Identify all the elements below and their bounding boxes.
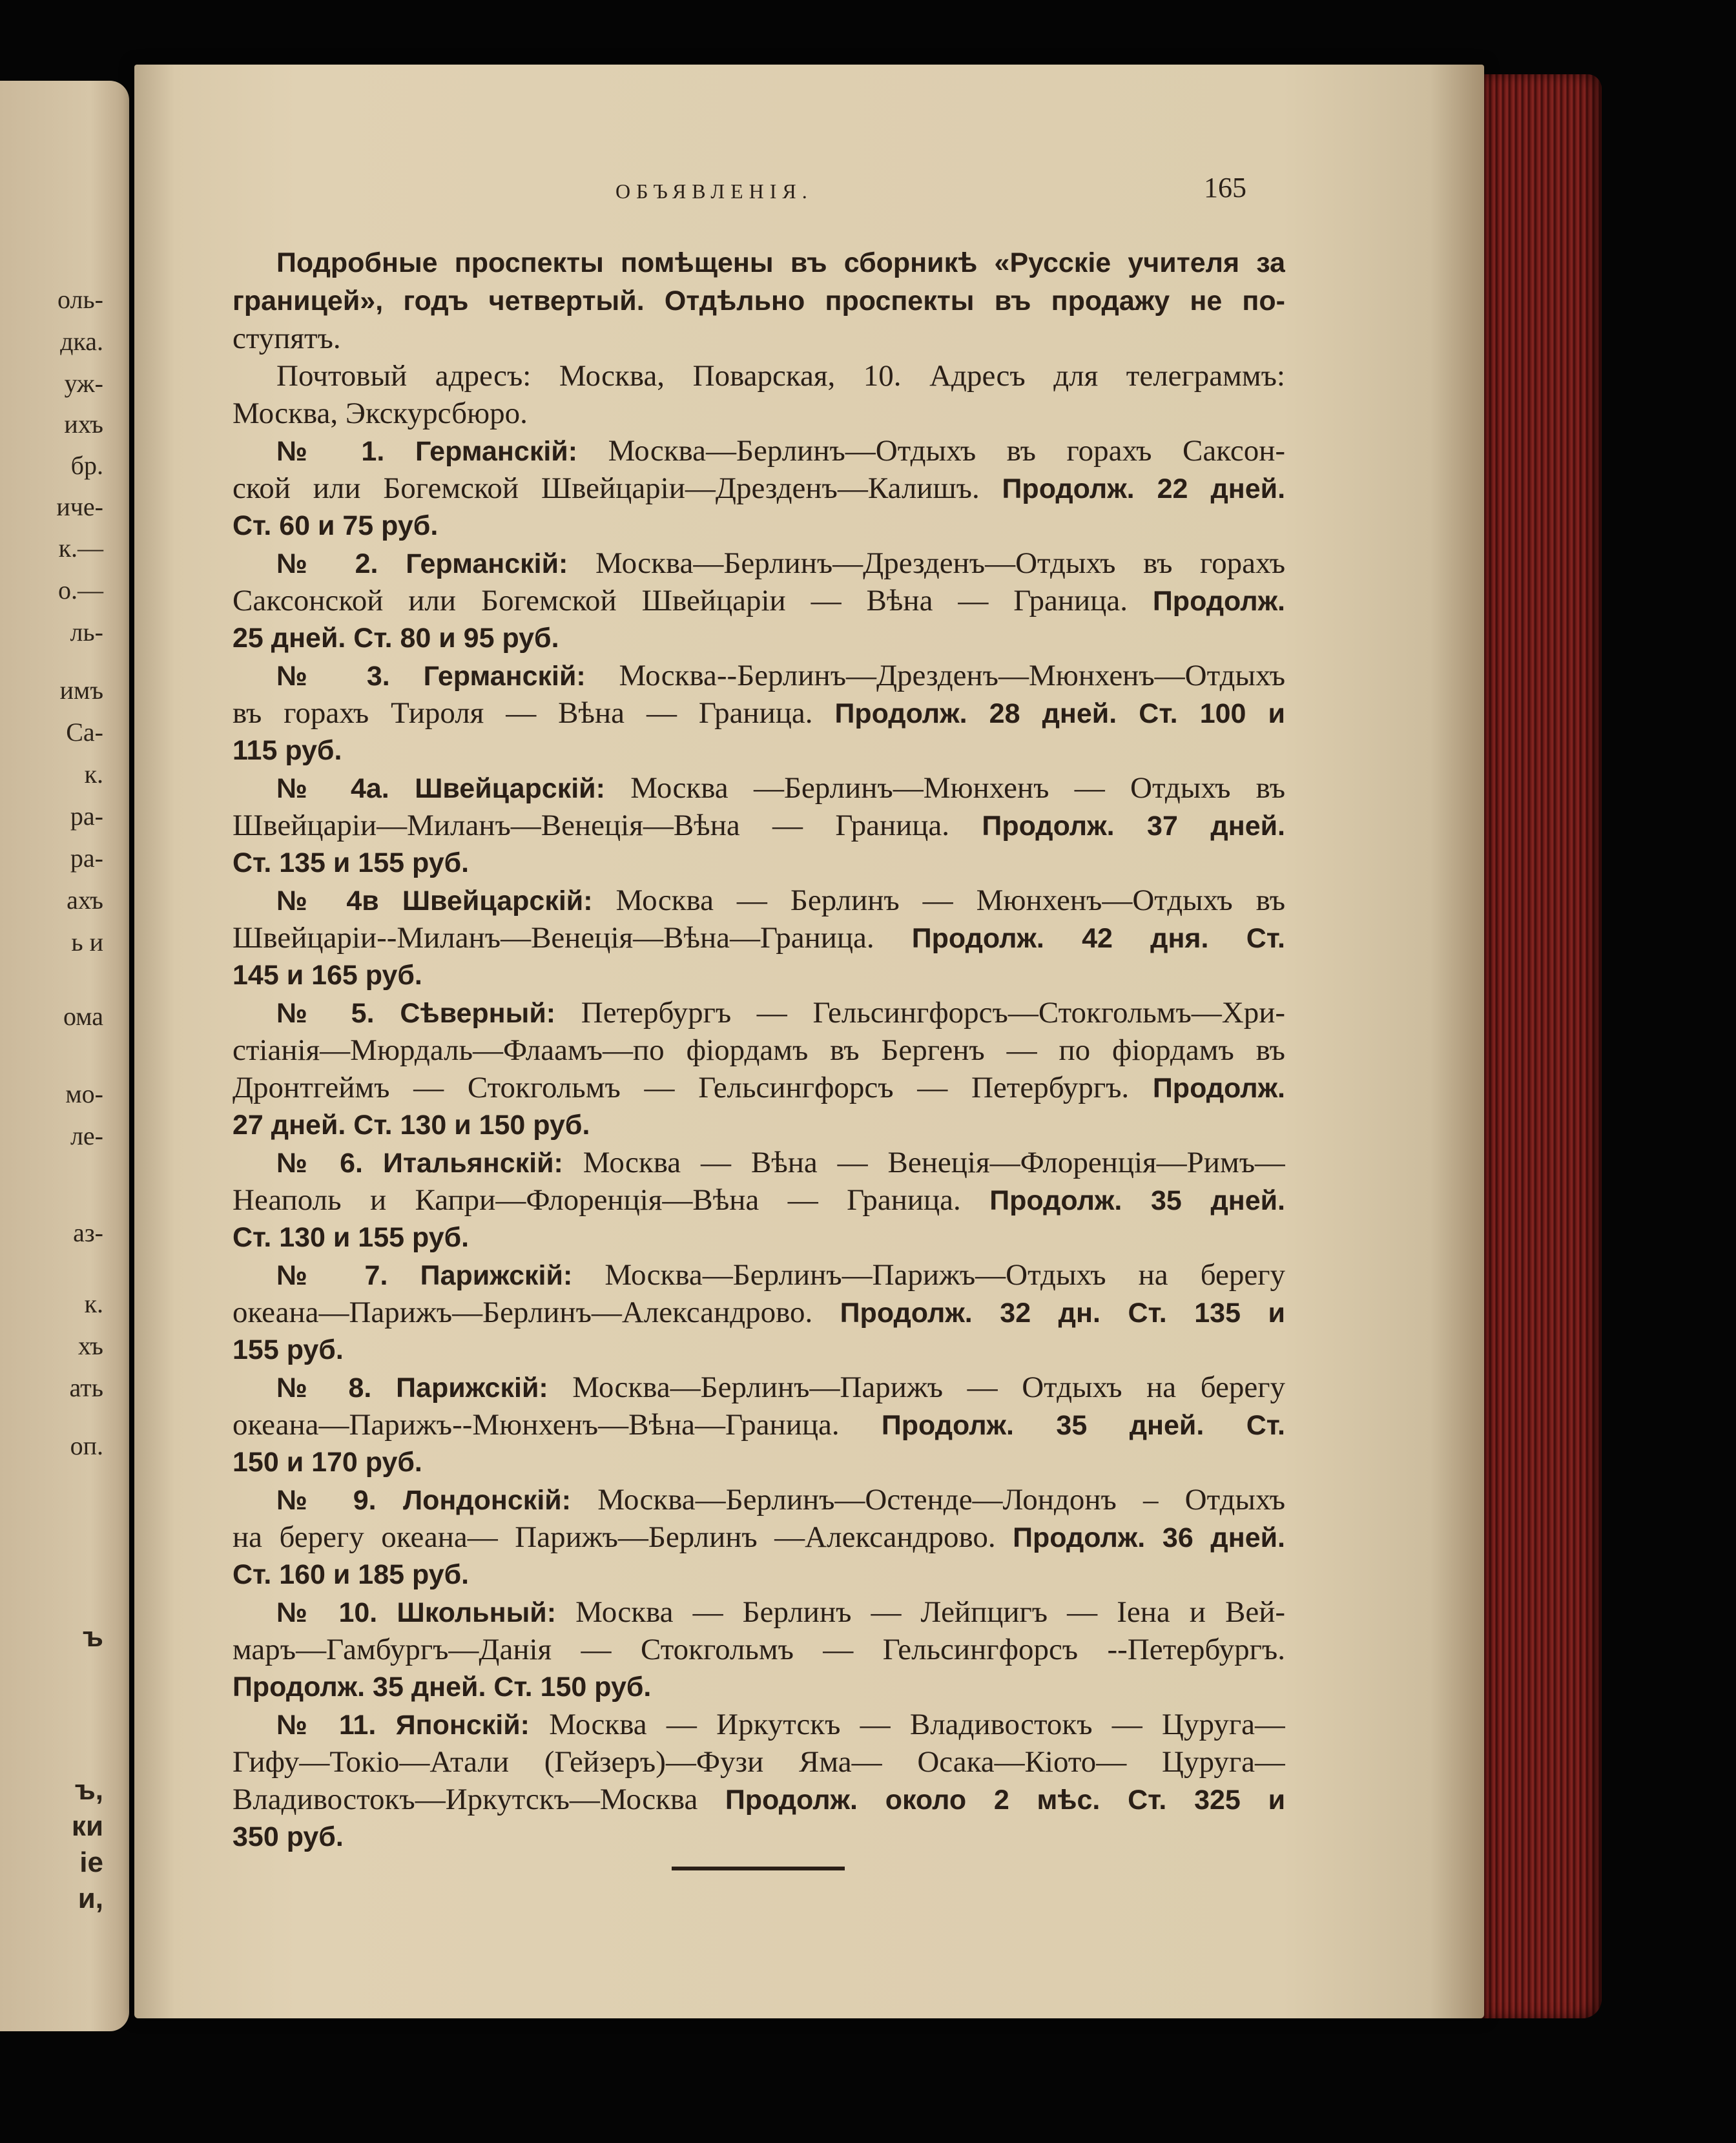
left-page-fragment: мо- bbox=[65, 1079, 103, 1108]
left-page-fragment: ра- bbox=[70, 844, 103, 873]
tour-terms: Ст. 130 и 155 руб. bbox=[232, 1222, 470, 1253]
tour-line bbox=[276, 769, 1285, 807]
tour-route: Москва—Берлинъ—Дрезденъ—Отдыхъ въ горахъ bbox=[595, 546, 1285, 580]
tour-terms: Продолж. 32 дн. Ст. 135 и bbox=[840, 1298, 1285, 1329]
text-line: Москва, Экскурсбюро. bbox=[232, 397, 528, 430]
left-page-fragment: оль- bbox=[57, 285, 103, 314]
tour-line bbox=[232, 1518, 1285, 1557]
tour-line bbox=[232, 1068, 1285, 1107]
tour-number-name: № 10. Школьный: bbox=[276, 1597, 557, 1628]
text-line: Подробные проспекты помѣщены въ сборникѣ «Русскіе учителя за bbox=[276, 247, 1285, 278]
left-page-fragment: ле- bbox=[70, 1121, 103, 1150]
tour-line bbox=[276, 1256, 1285, 1294]
left-page-fragment: бр. bbox=[70, 451, 103, 480]
tour-line bbox=[276, 431, 1285, 470]
tour-terms: 350 руб. bbox=[232, 1821, 344, 1852]
tour-route: Швейцаріи--Миланъ—Венеція—Вѣна—Граница. bbox=[232, 921, 874, 955]
tour-line bbox=[232, 694, 1285, 732]
tour-route: Владивостокъ—Иркутскъ—Москва bbox=[232, 1783, 698, 1816]
tour-number-name: № 6. Итальянскій: bbox=[276, 1148, 563, 1179]
tour-route: Швейцаріи—Миланъ—Венеція—Вѣна — Граница. bbox=[232, 809, 950, 842]
tour-route: Москва — Вѣна — Венеція—Флоренція—Римъ— bbox=[583, 1146, 1285, 1179]
left-page-fragment: уж- bbox=[64, 369, 103, 398]
left-page-fragment: хъ bbox=[78, 1331, 103, 1360]
left-page-fragment: аз- bbox=[73, 1218, 103, 1247]
tour-route: Петербургъ — Гельсингфорсъ—Стокгольмъ—Хри- bbox=[581, 996, 1285, 1030]
left-page-fragment: к. bbox=[84, 760, 103, 789]
page-number: 165 bbox=[1204, 172, 1246, 203]
tour-number-name: № 1. Германскій: bbox=[276, 436, 578, 467]
tour-route: океана—Парижъ—Берлинъ—Александрово. bbox=[232, 1296, 813, 1329]
left-page-fragment: иче- bbox=[56, 492, 103, 521]
tour-line bbox=[232, 469, 1285, 508]
tour-route: Москва—Берлинъ—Парижъ — Отдыхъ на берегу bbox=[572, 1371, 1285, 1404]
tour-route: на берегу океана— Парижъ—Берлинъ —Александрово. bbox=[232, 1520, 996, 1554]
tour-route: Дронтгеймъ — Стокгольмъ — Гельсингфорсъ — Петербургъ. bbox=[232, 1071, 1130, 1104]
left-page-fragment: ъ bbox=[82, 1621, 103, 1653]
end-rule bbox=[672, 1867, 845, 1870]
left-page-fragment: к.— bbox=[58, 533, 103, 563]
tour-route: Неаполь и Капри—Флоренція—Вѣна — Граница. bbox=[232, 1183, 961, 1217]
left-page-fragment: ать bbox=[69, 1373, 103, 1402]
tour-terms: Продолж. bbox=[1152, 586, 1285, 617]
tour-line bbox=[276, 1593, 1285, 1631]
tour-number-name: № 4а. Швейцарскій: bbox=[276, 773, 605, 804]
tour-line bbox=[276, 1705, 1285, 1744]
left-page-fragment: и, bbox=[78, 1883, 103, 1914]
tour-line bbox=[276, 993, 1285, 1032]
tour-terms: Продолж. 35 дней. Ст. bbox=[881, 1410, 1285, 1441]
tour-number-name: № 5. Сѣверный: bbox=[276, 998, 556, 1029]
left-page-fragment: о.— bbox=[58, 575, 103, 605]
tour-number-name: № 7. Парижскій: bbox=[276, 1260, 573, 1291]
tour-terms: Продолж. 35 дней. bbox=[989, 1185, 1285, 1216]
tour-line bbox=[232, 1780, 1285, 1819]
tour-terms: 155 руб. bbox=[232, 1334, 344, 1365]
tour-terms: Ст. 160 и 185 руб. bbox=[232, 1559, 470, 1590]
tour-terms: Ст. 60 и 75 руб. bbox=[232, 510, 439, 541]
left-page-fragment: имъ bbox=[59, 676, 103, 705]
tour-terms: Продолж. 28 дней. Ст. 100 и bbox=[834, 698, 1285, 729]
tour-number-name: № 4в Швейцарскій: bbox=[276, 885, 593, 916]
tour-route: Москва--Берлинъ—Дрезденъ—Мюнхенъ—Отдыхъ bbox=[619, 659, 1285, 692]
tour-route: Саксонской или Богемской Швейцаріи — Вѣна — Граница. bbox=[232, 584, 1128, 617]
tour-terms: 27 дней. Ст. 130 и 150 руб. bbox=[232, 1110, 590, 1141]
tour-line bbox=[276, 1143, 1285, 1182]
left-page-fragment: Са- bbox=[66, 718, 103, 747]
tour-number-name: № 11. Японскій: bbox=[276, 1710, 530, 1741]
left-page-fragment: ихъ bbox=[64, 409, 103, 439]
left-facing-page bbox=[0, 81, 129, 2031]
tour-route: Москва — Берлинъ — Лейпцигъ — Іена и Вей- bbox=[575, 1595, 1285, 1629]
running-head: ОБЪЯВЛЕНІЯ. bbox=[615, 180, 813, 203]
tour-line bbox=[232, 806, 1285, 845]
tour-terms: Продолж. 36 дней. bbox=[1013, 1522, 1285, 1553]
tour-terms: 145 и 165 руб. bbox=[232, 960, 422, 991]
tour-route: океана—Парижъ--Мюнхенъ—Вѣна—Граница. bbox=[232, 1408, 840, 1442]
tour-line bbox=[232, 918, 1285, 957]
tour-route: Москва—Берлинъ—Парижъ—Отдыхъ на берегу bbox=[604, 1258, 1285, 1292]
tour-line bbox=[232, 1293, 1285, 1332]
tour-route: Москва—Берлинъ—Остенде—Лондонъ – Отдыхъ bbox=[597, 1483, 1285, 1517]
left-page-fragment: оп. bbox=[70, 1431, 103, 1460]
tour-line bbox=[232, 1181, 1285, 1219]
left-page-fragment: ie bbox=[79, 1847, 103, 1878]
tour-route: ской или Богемской Швейцаріи—Дрезденъ—Калишъ. bbox=[232, 471, 980, 505]
book-page bbox=[134, 65, 1484, 2018]
tour-terms: 150 и 170 руб. bbox=[232, 1447, 422, 1478]
left-page-fragment: к. bbox=[84, 1289, 103, 1318]
left-page-fragment: ахъ bbox=[67, 885, 103, 915]
tour-route: стіанія—Мюрдаль—Флаамъ—по фіордамъ въ Бергенъ — по фіордамъ въ bbox=[232, 1033, 1285, 1067]
tour-route: въ горахъ Тироля — Вѣна — Граница. bbox=[232, 696, 813, 730]
tour-line bbox=[232, 581, 1285, 620]
tour-number-name: № 8. Парижскій: bbox=[276, 1372, 548, 1403]
tour-terms: Продолж. bbox=[1152, 1073, 1285, 1104]
tour-number-name: № 9. Лондонскій: bbox=[276, 1485, 572, 1516]
tour-route: Москва — Иркутскъ — Владивостокъ — Цуруга— bbox=[549, 1708, 1285, 1741]
tour-terms: Ст. 135 и 155 руб. bbox=[232, 847, 470, 878]
tour-route: Москва — Берлинъ — Мюнхенъ—Отдыхъ въ bbox=[615, 884, 1285, 917]
left-page-fragment: ки bbox=[71, 1810, 103, 1842]
left-page-fragment: ома bbox=[63, 1002, 103, 1031]
tour-line bbox=[276, 656, 1285, 695]
tour-line bbox=[276, 1480, 1285, 1519]
left-page-fragment: ь и bbox=[71, 927, 103, 957]
tour-line bbox=[276, 544, 1285, 583]
tour-terms: 115 руб. bbox=[232, 735, 342, 766]
tour-terms: Продолж. 37 дней. bbox=[982, 811, 1285, 842]
left-page-fragment: ъ, bbox=[74, 1774, 103, 1806]
tour-line bbox=[276, 1368, 1285, 1407]
tour-terms: Продолж. 22 дней. bbox=[1002, 473, 1285, 504]
tour-number-name: № 2. Германскій: bbox=[276, 548, 568, 579]
tour-terms: Продолж. около 2 мѣс. Ст. 325 и bbox=[725, 1785, 1285, 1816]
left-page-fragment: ра- bbox=[70, 802, 103, 831]
tour-route: Москва—Берлинъ—Отдыхъ въ горахъ Саксон- bbox=[608, 434, 1285, 468]
tour-route: Москва —Берлинъ—Мюнхенъ — Отдыхъ въ bbox=[630, 771, 1285, 805]
text-line: ступятъ. bbox=[232, 322, 341, 355]
tour-number-name: № 3. Германскій: bbox=[276, 661, 586, 692]
tour-route: маръ—Гамбургъ—Данія — Стокгольмъ — Гельсингфорсъ --Петербургъ. bbox=[232, 1633, 1285, 1666]
tour-line bbox=[232, 1405, 1285, 1444]
left-page-fragment: дка. bbox=[60, 327, 103, 356]
tour-line bbox=[276, 881, 1285, 920]
tour-route: Гифу—Токіо—Атали (Гейзеръ)—Фузи Яма— Осака—Кіото— Цуруга— bbox=[232, 1745, 1285, 1779]
tour-terms: 25 дней. Ст. 80 и 95 руб. bbox=[232, 623, 559, 654]
tour-terms: Продолж. 42 дня. Ст. bbox=[911, 923, 1285, 954]
left-page-fragment: ль- bbox=[70, 617, 103, 647]
text-line: границей», годъ четвертый. Отдѣльно проспекты въ продажу не по- bbox=[232, 285, 1285, 316]
text-line: Почтовый адресъ: Москва, Поварская, 10. Адресъ для телеграммъ: bbox=[276, 359, 1285, 393]
tour-terms: Продолж. 35 дней. Ст. 150 руб. bbox=[232, 1672, 652, 1703]
